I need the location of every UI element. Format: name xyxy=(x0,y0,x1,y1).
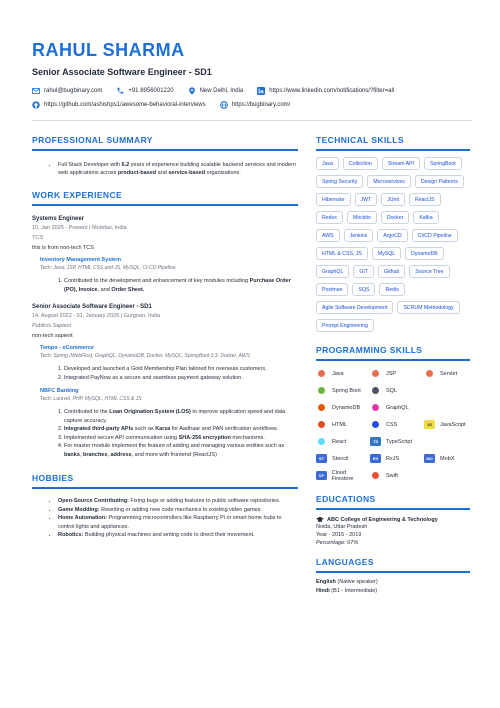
bullet-item: 2. Integrated third-party APIs such as Karza for Aadhaar and PAN verification workflows. xyxy=(64,425,298,434)
header-divider xyxy=(32,120,472,121)
programming-skill xyxy=(424,418,476,431)
section-title: PROFESSIONAL SUMMARY xyxy=(32,135,153,145)
skill-chip: ArgoCD xyxy=(377,229,407,242)
section-divider xyxy=(316,149,470,151)
job-role: Senior Associate Software Engineer - SD1 xyxy=(32,304,152,310)
java-icon xyxy=(426,370,433,377)
skill-chip: JWT xyxy=(355,193,378,206)
html-icon xyxy=(318,421,325,428)
programming-skill xyxy=(424,367,476,380)
hobbies-section xyxy=(32,473,298,540)
skill-label: React xyxy=(332,438,347,445)
skill-label: JSP xyxy=(386,370,397,377)
skill-chip: HTML & CSS, JS xyxy=(316,247,368,260)
skill-chip: Microservices xyxy=(367,175,411,188)
programming-skill xyxy=(370,401,422,414)
resume-header xyxy=(32,40,472,114)
skill-label: Servlet xyxy=(440,370,458,377)
project-entry xyxy=(40,388,298,459)
section-divider xyxy=(32,487,298,489)
react-icon xyxy=(318,438,325,445)
skill-label: Stencil xyxy=(332,455,349,462)
education-section xyxy=(316,494,470,547)
linkedin-icon xyxy=(257,87,265,95)
linkedin-url: https://www.linkedin.com/notifications/?filter=all xyxy=(269,88,395,94)
empty-cell xyxy=(424,384,476,397)
summary-text: • Full Stack Developer with 6.2 years of experience building scalable backend services and modern web applications across product-based and service-based organizations. xyxy=(58,161,298,177)
css-icon xyxy=(372,421,379,428)
skill-chip: Design Patterns xyxy=(415,175,464,188)
programming-skill xyxy=(316,452,368,465)
skill-label: Java xyxy=(332,370,344,377)
skill-chip: Java xyxy=(316,157,339,170)
skill-chip: Hibernate xyxy=(316,193,351,206)
skill-label: Spring Boot xyxy=(332,387,361,394)
project-entry xyxy=(40,345,298,382)
programming-skill xyxy=(370,452,422,465)
skill-label: JavaScript xyxy=(440,421,466,428)
skill-label: GraphQL xyxy=(386,404,409,411)
professional-summary-section xyxy=(32,135,298,177)
java-icon xyxy=(372,370,379,377)
skill-chip: Stream API xyxy=(382,157,420,170)
skill-chip: AWS xyxy=(316,229,340,242)
skill-chip: Mockito xyxy=(347,211,377,224)
skill-label: SQL xyxy=(386,387,398,394)
skill-chip: Postman xyxy=(316,283,348,296)
section-title: HOBBIES xyxy=(32,473,74,483)
job-company: TCS xyxy=(32,235,43,241)
skill-chip: Agile Software Development xyxy=(316,301,393,314)
job-entry xyxy=(32,304,298,459)
location-contact xyxy=(188,87,244,95)
location-text: New Delhi, India xyxy=(199,88,244,94)
website-url: https://bugbinary.com/ xyxy=(231,102,291,108)
firestore-icon: CF xyxy=(316,471,327,480)
section-divider xyxy=(316,508,470,510)
skill-chip: Docker xyxy=(381,211,409,224)
education-location: Noida, Uttar Pradesh xyxy=(316,524,368,530)
hobby-item: • Home Automation: Programming microcontrollers like Raspberry Pi or smart home hubs to control lights and appliances. xyxy=(58,514,298,531)
location-pin-icon xyxy=(188,87,196,95)
skill-chip: SCRUM Methodology xyxy=(397,301,459,314)
education-years: Year - 2015 - 2019 xyxy=(316,532,362,538)
skill-chip: GIT xyxy=(353,265,374,278)
programming-skill xyxy=(370,469,422,482)
bullet-item: 1. Developed and launched a Gold Membership Plan tailored for overseas customers. xyxy=(64,365,298,374)
database-icon xyxy=(372,387,379,394)
programming-skill xyxy=(370,367,422,380)
graphql-icon xyxy=(372,404,379,411)
programming-skills-grid xyxy=(316,367,470,486)
project-name: Inventory Management System xyxy=(40,257,121,263)
candidate-name: RAHUL SHARMA xyxy=(32,40,185,60)
project-tech: Tech: Laravel, PHP, MySQL, HTML CSS & JS xyxy=(40,396,142,402)
skill-chip: MySQL xyxy=(372,247,401,260)
skill-chip: Spring Security xyxy=(316,175,363,188)
skill-chip: Redux xyxy=(316,211,343,224)
skill-chip: Prompt Engineering xyxy=(316,319,374,332)
project-tech: Tech: Spring (WebFlux), GraphQL, DynamoDB, Docker, MySQL, SpringBoot 3.3, Docker, AWS xyxy=(40,353,250,359)
language-item: Hindi (B1 - Intermediate) xyxy=(316,588,378,594)
section-title: PROGRAMMING SKILLS xyxy=(316,345,423,355)
skill-chip: SQS xyxy=(352,283,375,296)
project-bullets xyxy=(64,277,298,294)
phone-icon xyxy=(116,87,124,95)
left-column xyxy=(32,135,298,540)
programming-skill xyxy=(316,401,368,414)
website-contact[interactable] xyxy=(220,101,291,109)
skill-label: TypeScript xyxy=(386,438,412,445)
section-divider xyxy=(316,359,470,361)
programming-skills-section xyxy=(316,345,470,486)
hobby-item: • Game Modding: Rewriting or adding new code mechanics to existing video games. xyxy=(58,506,298,515)
project-tech: Tech: Java, JSP, HTML CSS and JS, MySQL, CI-CD Pipeline xyxy=(40,265,176,271)
rxjs-icon: RX xyxy=(370,454,381,463)
skill-chip: CI/CD Pipeline xyxy=(412,229,458,242)
programming-skill xyxy=(370,384,422,397)
skill-label: Cloud Firestore xyxy=(331,469,354,482)
hobby-item: • Open-Source Contributing: Fixing bugs or adding features to public software repositories. xyxy=(58,497,298,506)
project-entry xyxy=(40,257,298,294)
programming-skill xyxy=(316,367,368,380)
skill-label: CSS xyxy=(386,421,398,428)
programming-skill xyxy=(370,418,422,431)
bullet-item: 3. Implemented secure API communication using SHA-256 encryption mechanisms. xyxy=(64,434,298,443)
programming-skill xyxy=(316,418,368,431)
empty-cell xyxy=(424,401,476,414)
skill-chips xyxy=(316,157,470,337)
programming-skill xyxy=(370,435,422,448)
linkedin-contact[interactable] xyxy=(257,87,394,95)
education-percentage: Percentage: 67% xyxy=(316,540,359,546)
section-title: EDUCATIONS xyxy=(316,494,376,504)
skill-chip: Jenkins xyxy=(344,229,374,242)
graduation-cap-icon xyxy=(316,516,324,523)
swift-icon xyxy=(372,472,379,479)
section-title: WORK EXPERIENCE xyxy=(32,190,123,200)
right-column xyxy=(316,135,470,594)
job-role: Systems Engineer xyxy=(32,216,85,222)
section-divider xyxy=(32,204,298,206)
mobx-icon: MO xyxy=(424,454,435,463)
globe-icon xyxy=(220,101,228,109)
technical-skills-section xyxy=(316,135,470,337)
skill-chip: DynamoDB xyxy=(405,247,444,260)
phone-text: +91 8956001220 xyxy=(128,88,174,94)
job-meta: 10, Jan 2025 - Present | Mumbai, India xyxy=(32,225,127,231)
javascript-icon: JS xyxy=(424,420,435,429)
programming-skill xyxy=(316,469,368,482)
skill-label: RxJS xyxy=(386,455,400,462)
dynamodb-icon xyxy=(318,404,325,411)
skill-label: DynamoDB xyxy=(332,404,361,411)
skill-chip: Collection xyxy=(343,157,378,170)
skill-label: MobX xyxy=(440,455,455,462)
skill-chip: Github xyxy=(378,265,405,278)
bullet-item: 1. Contributed to the Loan Origination System (LOS) to improve application speed and data capture accuracy. xyxy=(64,408,298,425)
programming-skill xyxy=(316,435,368,448)
spring-icon xyxy=(318,387,325,394)
job-note: non-tech sapient xyxy=(32,333,73,339)
bullet-item: 2. Integrated PayNow as a secure and seamless payment gateway solution. xyxy=(64,374,298,383)
hobby-item: • Robotics: Building physical machines and writing code to direct their movement. xyxy=(58,531,298,540)
skill-label: HTML xyxy=(332,421,347,428)
email-text: rahul@bugbinary.com xyxy=(44,88,103,94)
stencil-icon: ST xyxy=(316,454,327,463)
bullet-item: 4. For master module implement the feature of adding and managing various entities such as banks, branches, address, and more with frontend (ReactJS) xyxy=(64,442,298,459)
project-bullets xyxy=(64,408,298,459)
programming-skill xyxy=(316,384,368,397)
job-company: Publicis Sapient xyxy=(32,323,72,329)
contact-block xyxy=(32,86,472,110)
github-contact[interactable] xyxy=(32,101,206,109)
skill-chip: JUnit xyxy=(381,193,405,206)
languages-section xyxy=(316,557,470,594)
email-icon xyxy=(32,87,40,95)
candidate-title: Senior Associate Software Engineer - SD1 xyxy=(32,67,212,77)
empty-cell xyxy=(424,435,476,448)
skill-chip: Kafka xyxy=(413,211,438,224)
java-icon xyxy=(318,370,325,377)
job-note: this is from non-tech TCS xyxy=(32,245,94,251)
summary-list xyxy=(58,161,298,177)
skill-chip: SpringBoot xyxy=(424,157,462,170)
skill-chip: Source Tree xyxy=(409,265,449,278)
skill-chip: Redis xyxy=(379,283,404,296)
skill-label: Swift xyxy=(386,472,398,479)
section-title: LANGUAGES xyxy=(316,557,374,567)
section-divider xyxy=(32,149,298,151)
project-name: NBFC Banking xyxy=(40,388,79,394)
skill-chip: GraphQL xyxy=(316,265,349,278)
work-experience-section xyxy=(32,190,298,459)
section-title: TECHNICAL SKILLS xyxy=(316,135,404,145)
typescript-icon: TS xyxy=(370,437,381,446)
github-url: https://github.com/ashishps1/awesome-behavioral-interviews xyxy=(44,102,206,108)
job-entry xyxy=(32,216,298,294)
section-divider xyxy=(316,571,470,573)
hobbies-list xyxy=(58,497,298,540)
phone-contact[interactable] xyxy=(116,87,173,95)
bullet-item: 1. Contributed to the development and enhancement of key modules including Purchase Order (PO), Invoice, and Order Sheet. xyxy=(64,277,298,294)
github-icon xyxy=(32,101,40,109)
job-meta: 14, August 2022 - 01, January 2025 | Gurgoan, India xyxy=(32,313,161,319)
language-item: English (Native speaker) xyxy=(316,579,378,585)
project-bullets xyxy=(64,365,298,382)
education-school: ABC College of Engineering & Technology xyxy=(316,516,470,523)
email-contact[interactable] xyxy=(32,87,102,95)
skill-chip: ReactJS xyxy=(409,193,441,206)
project-name: Tempo - eCommerce xyxy=(40,345,94,351)
programming-skill xyxy=(424,452,476,465)
